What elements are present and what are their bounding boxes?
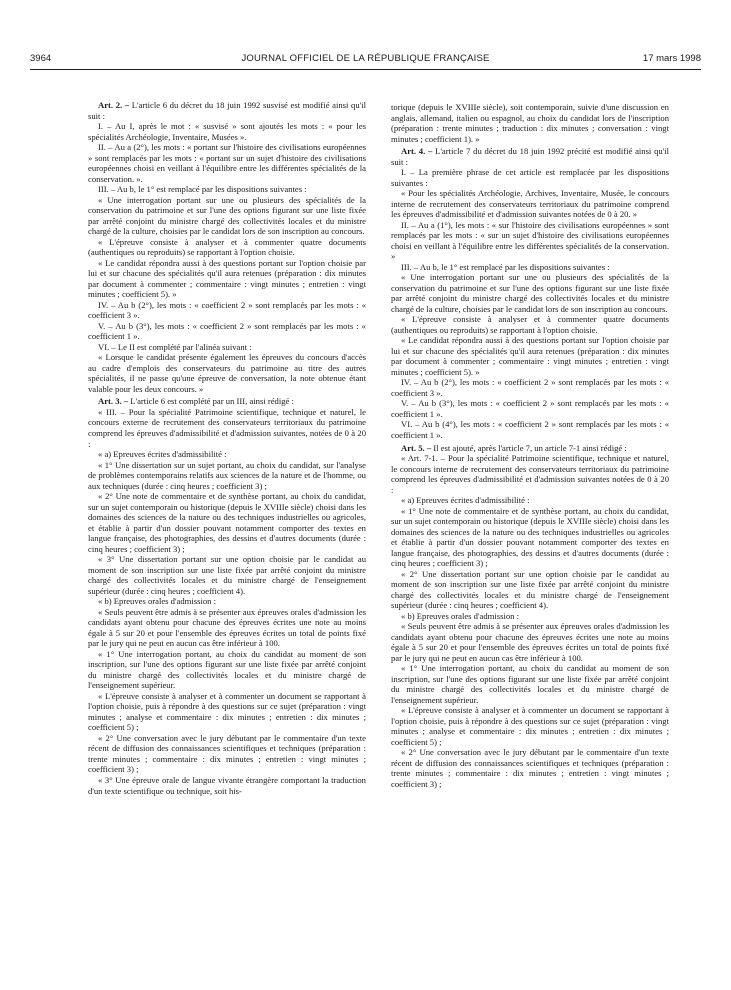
- paragraph-text: V. – Au b (3°), les mots : « coefficient 2 » sont remplacés par les mots : « coefficient 1 ».: [391, 398, 669, 419]
- paragraph-text: VI. – Le II est complété par l'alinéa suivant :: [98, 341, 252, 352]
- paragraph-text: « Une interrogation portant sur une ou plusieurs des spécialités de la conservation du patrimoine et sur l'une des options figurant sur une liste fixée par arrêté conjoint du ministre chargé des collectivités locales et du ministre chargé de la culture, choisies par le candidat lors de son inscription au concours.: [391, 272, 669, 314]
- paragraph-text: V. – Au b (3°), les mots : « coefficient 2 » sont remplacés par les mots : « coefficient 1 ».: [88, 320, 366, 342]
- paragraph: [88, 449, 366, 460]
- paragraph: [88, 142, 366, 184]
- paragraph-text: torique (depuis le XVIIIe siècle), soit contemporain, suivie d'une discussion en anglais, allemand, italien ou espagnol, au choix du candidat lors de l'inscription (préparation : trente minutes ; traduction : dix minutes ; conversation : vingt minutes ; coefficient 1). »: [391, 102, 669, 144]
- paragraph: [391, 663, 669, 705]
- publication-date: 17 mars 1998: [642, 53, 701, 64]
- paragraph: [88, 321, 366, 342]
- paragraph: [391, 705, 669, 747]
- left-column: [88, 98, 366, 796]
- paragraph-text: « Le candidat répondra aussi à des questions portant sur l'option choisie par lui et sur chacune des spécialités qu'il aura retenues (préparation : dix minutes par document à commenter ; commentaire : vingt minutes ; entretien : vingt minutes ; coefficient 5). »: [391, 335, 669, 377]
- paragraph: [88, 733, 366, 775]
- article-label: Art. 2. –: [98, 100, 130, 110]
- paragraph-text: « III. – Pour la spécialité Patrimoine scientifique, technique et naturel, le concours externe de recrutement des conservateurs territoriaux du patrimoine comprend les épreuves d'admissibilité et d'admission suivantes, notées de 0 à 20 :: [88, 406, 366, 449]
- paragraph-text: « Lorsque le candidat présente également les épreuves du concours d'accès au cadre d'emplois des conservateurs du patrimoine au titre des autres spécialités, il ne passe qu'une épreuve de conversation, la note obtenue étant valable pour les deux concours. »: [88, 352, 366, 394]
- paragraph-text: « a) Epreuves écrites d'admissibilité :: [401, 495, 530, 506]
- paragraph-text: « b) Epreuves orales d'admission :: [98, 596, 216, 607]
- paragraph: [391, 272, 669, 314]
- paragraph-text: « 1° Une interrogation portant, au choix du candidat au moment de son inscription, sur l'une des options figurant sur une liste fixée par arrêté conjoint du ministre chargé des collectivités locales et du ministre chargé de l'enseignement supérieur.: [391, 663, 669, 705]
- paragraph: [391, 398, 669, 419]
- paragraph-text: « Pour les spécialités Archéologie, Archives, Inventaire, Musée, le concours interne de recrutement des conservateurs territoriaux du patrimoine comprend les épreuves d'admissibilité et d'admission suivantes notées de 0 à 20. »: [391, 188, 669, 220]
- paragraph: [391, 102, 669, 144]
- paragraph: [88, 121, 366, 142]
- paragraph: [88, 184, 366, 195]
- paragraph: [391, 569, 669, 611]
- paragraph: [88, 775, 366, 796]
- paragraph-text: VI. – Au b (4°), les mots : « coefficient 2 » sont remplacés par les mots : « coefficient 1 ».: [391, 419, 669, 440]
- article-label: Art. 4. –: [401, 146, 433, 157]
- paragraph-text: « a) Epreuves écrites d'admissibilité :: [98, 449, 227, 460]
- paragraph-text: II. – Au a (1°), les mots : « sur l'histoire des civilisations européennes » sont remplacés par les mots : « sur un sujet d'histoire des civilisations européennes choisi en veillant à l'équilibre entre les différentes spécialités de la conservation. »: [391, 219, 669, 262]
- page-header: [30, 53, 701, 69]
- paragraph: [391, 167, 669, 188]
- paragraph: [88, 237, 366, 258]
- paragraph: [88, 460, 366, 492]
- paragraph-text: II. – Au a (2°), les mots : « portant sur l'histoire des civilisations européennes » sont remplacés par les mots : « portant sur un sujet d'histoire des civilisations européennes choisi en veillant à l'équilibre entre les différentes spécialités de la conservation. ».: [88, 142, 366, 184]
- paragraph: [391, 262, 669, 273]
- paragraph: [88, 691, 366, 733]
- paragraph: [391, 377, 669, 398]
- paragraph-text: L'article 7 du décret du 18 juin 1992 précité est modifié ainsi qu'il suit :: [391, 146, 670, 167]
- paragraph-text: « Le candidat répondra aussi à des questions portant sur l'option choisie par lui et sur chacune des spécialités qu'il aura retenues (préparation : dix minutes par document à commenter ; commentaire : vingt minutes ; entretien : vingt minutes ; coefficient 5). »: [88, 257, 366, 300]
- paragraph-text: III. – Au b, le 1° est remplacé par les dispositions suivantes :: [401, 261, 610, 272]
- paragraph: [391, 621, 669, 663]
- paragraph: [391, 747, 669, 789]
- paragraph-text: « Art. 7-1. – Pour la spécialité Patrimoine scientifique, technique et naturel, le concours interne de recrutement des conservateurs territoriaux du patrimoine comprend les épreuves d'admissibilité et d'admission suivantes notées de 0 à 20 :: [391, 453, 669, 495]
- paragraph-text: « Seuls peuvent être admis à se présenter aux épreuves orales d'admission les candidats ayant obtenu pour chacune des épreuves écrites une note au moins égale à 5 sur 20 et pour l'ensemble des épreuves écrites un total de points fixé par le jury qui ne peut en aucun cas être inférieur à 100.: [88, 606, 366, 649]
- paragraph: [88, 342, 366, 353]
- paragraph: [88, 300, 366, 321]
- paragraph: [391, 220, 669, 262]
- paragraph-text: L'article 6 du décret du 18 juin 1992 susvisé est modifié ainsi qu'il suit :: [88, 100, 367, 121]
- paragraph-text: « 3° Une dissertation portant sur une option choisie par le candidat au moment de son inscription sur une liste fixée par arrêté conjoint du ministre chargé des collectivités locales et du ministre chargé de l'enseignement supérieur (durée : cinq heures ; coefficient 4).: [88, 554, 366, 596]
- page-number: 3964: [30, 53, 52, 64]
- paragraph: [88, 649, 366, 691]
- paragraph-text: III. – Au b, le 1° est remplacé par les dispositions suivantes :: [98, 184, 307, 195]
- paragraph-text: « 2° Une conversation avec le jury débutant par le commentaire d'un texte récent de diffusion des connaissances scientifiques et techniques (préparation : trente minutes ; commentaire : dix minutes ; entretien : vingt minutes ; coefficient 3) ;: [391, 747, 669, 789]
- paragraph: [88, 491, 366, 554]
- paragraph: [88, 407, 366, 449]
- paragraph: [88, 195, 366, 237]
- right-column: [391, 102, 669, 790]
- paragraph: [391, 188, 669, 220]
- paragraph-text: « L'épreuve consiste à analyser et à commenter un document se rapportant à l'option choisie, puis à répondre à des questions sur ce sujet (préparation : vingt minutes ; analyse et commentaire : dix minutes ; entretien : dix minutes ; coefficient 5) ;: [88, 690, 366, 733]
- paragraph: [88, 100, 366, 121]
- paragraph: [391, 335, 669, 377]
- paragraph: [391, 506, 669, 569]
- paragraph-text: « 1° Une dissertation sur un sujet portant, au choix du candidat, sur l'analyse de problèmes contemporains relatifs aux sciences de la nature et de l'homme, ou aux techniques (durée : cinq heures ; coefficient 3) ;: [88, 459, 366, 491]
- paragraph: [88, 554, 366, 596]
- paragraph-text: « Seuls peuvent être admis à se présenter aux épreuves orales d'admission les candidats ayant obtenu pour chacune des épreuves écrites une note au moins égale à 5 sur 20 et pour l'ensemble des épreuves écrites un total de points fixé par le jury qui ne peut en aucun cas être inférieur à 100.: [391, 621, 669, 663]
- paragraph: [391, 314, 669, 335]
- article-label: Art. 3. –: [98, 396, 129, 407]
- paragraph-text: « 1° Une note de commentaire et de synthèse portant, au choix du candidat, sur un sujet contemporain ou historique (depuis le XVIIIe siècle) choisi dans les domaines des sciences de la nature ou des techniques industrielles ou agricoles et établie à partir d'un dossier pouvant notamment comporter des textes en langue française, des photographies, des dessins et d'autres documents (durée : cinq heures ; coefficient 3) ;: [391, 505, 669, 569]
- paragraph: [391, 419, 669, 440]
- paragraph: [88, 596, 366, 607]
- paragraph-text: IV. – Au b (2°), les mots : « coefficient 2 » sont remplacés par les mots : « coefficient 3 ».: [391, 377, 669, 398]
- paragraph: [391, 146, 669, 167]
- paragraph: [391, 443, 669, 454]
- header-rule: [30, 69, 701, 70]
- paragraph-text: L'article 6 est complété par un III, ainsi rédigé :: [130, 396, 294, 407]
- article-label: Art. 5. –: [401, 442, 432, 453]
- journal-title: JOURNAL OFFICIEL DE LA RÉPUBLIQUE FRANÇAISE: [241, 53, 490, 64]
- paragraph-text: « L'épreuve consiste à analyser et à commenter quatre documents (authentiques ou reproduits) se rapportant à l'option choisie.: [88, 236, 366, 258]
- paragraph: [88, 607, 366, 649]
- paragraph: [88, 352, 366, 394]
- paragraph-text: I. – Au I, après le mot : « susvisé » sont ajoutés les mots : « pour les spécialités Archéologie, Inventaire, Musées ».: [88, 121, 366, 142]
- paragraph-text: « 3° Une épreuve orale de langue vivante étrangère comportant la traduction d'un texte scientifique ou technique, soit his-: [88, 775, 366, 796]
- paragraph-text: IV. – Au b (2°), les mots : « coefficient 2 » sont remplacés par les mots : « coefficient 3 ».: [88, 299, 366, 321]
- paragraph-text: Il est ajouté, après l'article 7, un article 7-1 ainsi rédigé :: [433, 442, 627, 453]
- paragraph: [391, 453, 669, 495]
- paragraph: [88, 258, 366, 300]
- paragraph-text: « 2° Une note de commentaire et de synthèse portant, au choix du candidat, sur un sujet contemporain ou historique (depuis le XVIIIe siècle) choisi dans les domaines des sciences de la nature ou des techniques industrielles ou agricoles, et établie à partir d'un dossier pouvant notamment comporter des textes en langue française, des photographies, des dessins et d'autres documents (durée : cinq heures ; coefficient 3) ;: [88, 491, 366, 554]
- paragraph: [391, 495, 669, 506]
- paragraph: [88, 396, 366, 407]
- paragraph-text: « L'épreuve consiste à analyser et à commenter un document se rapportant à l'option choisie, puis à répondre à des questions sur ce sujet (préparation : vingt minutes ; analyse et commentaire : dix minutes ; entretien : dix minutes ; coefficient 5) ;: [391, 705, 669, 747]
- paragraph: [391, 611, 669, 622]
- paragraph-text: « 2° Une dissertation portant sur une option choisie par le candidat au moment de son inscription sur une liste fixée par arrêté conjoint du ministre chargé des collectivités locales et du ministre chargé de l'enseignement supérieur (durée : cinq heures ; coefficient 4).: [391, 568, 669, 611]
- paragraph-text: « 2° Une conversation avec le jury débutant par le commentaire d'un texte récent de diffusion des connaissances scientifiques et techniques (préparation : trente minutes ; commentaire : dix minutes ; entretien : vingt minutes ; coefficient 3) ;: [88, 732, 366, 775]
- paragraph-text: I. – La première phrase de cet article est remplacée par les dispositions suivantes :: [391, 167, 669, 188]
- paragraph-text: « 1° Une interrogation portant, au choix du candidat au moment de son inscription, sur l'une des options figurant sur une liste fixée par arrêté conjoint du ministre chargé des collectivités locales et du ministre chargé de l'enseignement supérieur.: [88, 648, 366, 691]
- paragraph-text: « b) Epreuves orales d'admission :: [401, 610, 519, 621]
- paragraph-text: « Une interrogation portant sur une ou plusieurs des spécialités de la conservation du patrimoine et sur l'une des options figurant sur une liste fixée par arrêté conjoint du ministre chargé des collectivités locales et du ministre chargé de la culture, choisies par le candidat lors de son inscription au concours.: [88, 194, 366, 237]
- paragraph-text: « L'épreuve consiste à analyser et à commenter quatre documents (authentiques ou reproduits) se rapportant à l'option choisie.: [391, 314, 669, 335]
